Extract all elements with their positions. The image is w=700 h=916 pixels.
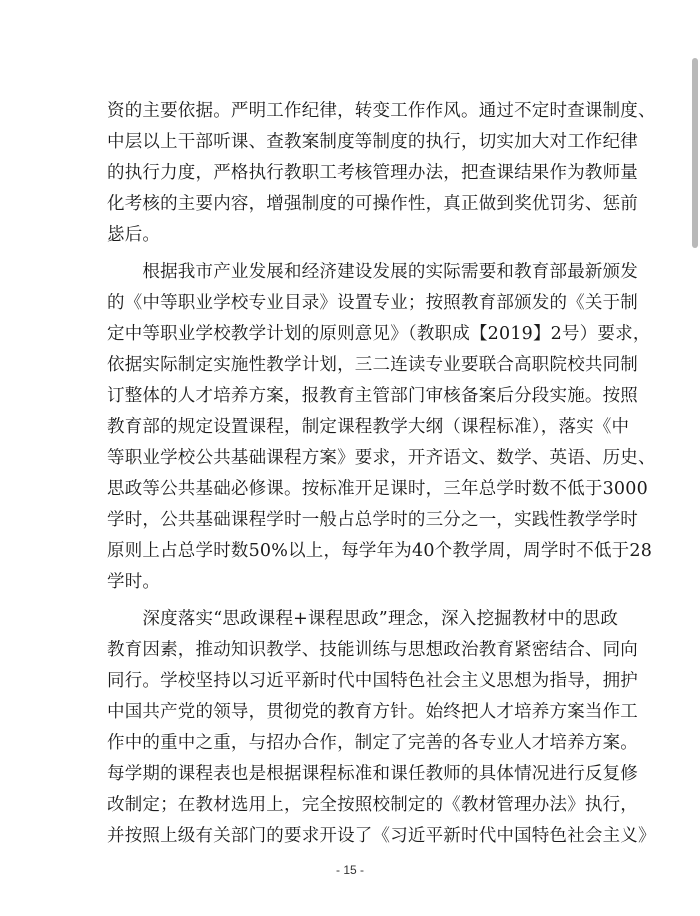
text-line: 教育部的规定设置课程，制定课程教学大纲（课程标准），落实《中	[107, 417, 630, 437]
page-number: - 15 -	[335, 863, 364, 877]
text-line: 订整体的人才培养方案，报教育主管部门审核备案后分段实施。按照	[107, 386, 638, 406]
text-line: 每学期的课程表也是根据课程标准和课任教师的具体情况进行反复修	[107, 764, 638, 784]
text-line: 原则上占总学时数50%以上，每学年为40个教学周，周学时不低于28	[107, 541, 653, 561]
text-line: 化考核的主要内容，增强制度的可操作性，真正做到奖优罚劣、惩前	[107, 194, 638, 214]
text-line: 资的主要依据。严明工作纪律，转变工作作风。通过不定时查课制度、	[107, 101, 656, 121]
text-line: 教育因素，推动知识教学、技能训练与思想政治教育紧密结合、同向	[107, 640, 638, 660]
paragraph-1	[107, 96, 656, 251]
text-line: 学时，公共基础课程学时一般占总学时的三分之一，实践性教学学时	[107, 510, 638, 530]
text-line: 中层以上干部听课、查教案制度等制度的执行，切实加大对工作纪律	[107, 132, 638, 152]
text-line: 并按照上级有关部门的要求开设了《习近平新时代中国特色社会主义》	[107, 826, 656, 846]
text-line: 同行。学校坚持以习近平新时代中国特色社会主义思想为指导，拥护	[107, 671, 638, 691]
paragraph-2	[107, 257, 656, 598]
text-line: 学时。	[107, 572, 161, 592]
vertical-scrollbar[interactable]	[692, 58, 698, 248]
text-line: 深度落实“思政课程+课程思政”理念，深入挖掘教材中的思政	[107, 609, 619, 629]
paragraph-3	[107, 604, 656, 852]
text-line: 定中等职业学校教学计划的原则意见》（教职成【2019】2号）要求，	[107, 324, 651, 344]
text-line: 的《中等职业学校专业目录》设置专业；按照教育部颁发的《关于制	[107, 293, 638, 313]
text-line: 依据实际制定实施性教学计划，三二连读专业要联合高职院校共同制	[107, 355, 638, 375]
text-line: 中国共产党的领导，贯彻党的教育方针。始终把人才培养方案当作工	[107, 702, 638, 722]
text-line: 等职业学校公共基础课程方案》要求，开齐语文、数学、英语、历史、	[107, 448, 656, 468]
text-line: 作中的重中之重，与招办合作，制定了完善的各专业人才培养方案。	[107, 733, 638, 753]
text-line: 思政等公共基础必修课。按标准开足课时，三年总学时数不低于3000	[107, 479, 648, 499]
text-line: 的执行力度，严格执行教职工考核管理办法，把查课结果作为教师量	[107, 163, 638, 183]
text-line: 毖后。	[107, 225, 161, 245]
body-text	[107, 96, 656, 852]
text-line: 根据我市产业发展和经济建设发展的实际需要和教育部最新颁发	[107, 262, 638, 282]
text-line: 改制定；在教材选用上，完全按照校制定的《教材管理办法》执行，	[107, 795, 638, 815]
